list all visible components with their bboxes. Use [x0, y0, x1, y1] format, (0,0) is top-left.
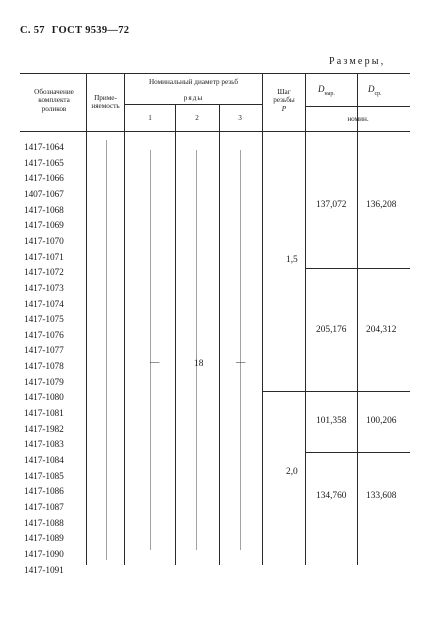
table-row-designation: 1417-1090 — [24, 549, 64, 560]
table-row-designation: 1417-1065 — [24, 158, 64, 169]
page-number: С. 57 — [20, 25, 45, 36]
nominal-diameter-header: Номинальный диаметр резьб — [148, 78, 239, 86]
table-row-designation: 1417-1086 — [24, 487, 64, 498]
table-row-designation: 1417-1083 — [24, 440, 64, 451]
col-rule-row1 — [175, 104, 176, 565]
table-row-designation: 1417-1076 — [24, 330, 64, 341]
table-row-designation: 1417-1071 — [24, 252, 64, 263]
col-rule-diameter — [262, 73, 263, 565]
dash-row1: — — [150, 358, 160, 368]
page-header — [20, 25, 129, 36]
table-row-designation: 1417-1081 — [24, 409, 64, 420]
table-row-designation: 1417-1087 — [24, 502, 64, 513]
table-row-designation: 1417-1077 — [24, 346, 64, 357]
row-number-1: 1 — [148, 114, 152, 122]
pitch-value-2: 2,0 — [286, 467, 298, 477]
col-rule-designation — [86, 73, 87, 565]
pitch-value-1: 1,5 — [286, 255, 298, 265]
table-row-designation: 1417-1088 — [24, 518, 64, 529]
scan-mark — [150, 150, 151, 550]
diameter-row2-value: 18 — [194, 359, 204, 369]
table-row-designation: 1417-1069 — [24, 221, 64, 232]
table-row-designation: 1417-1080 — [24, 393, 64, 404]
d-sr-header: $D_{ср.}$ — [368, 84, 382, 97]
col-rule-dnar — [357, 73, 358, 565]
header-bottom-rule — [20, 131, 410, 132]
table-row-designation: 1417-1074 — [24, 299, 64, 310]
group3-dnar: 101,358 — [316, 416, 347, 426]
group3-dsr: 100,206 — [366, 416, 397, 426]
rows-header: ряды — [183, 94, 204, 102]
table-row-designation: 1417-1073 — [24, 283, 64, 294]
table-row-designation: 1407-1067 — [24, 189, 64, 200]
table-row-designation: 1417-1085 — [24, 471, 64, 482]
table-row-designation: 1417-1066 — [24, 174, 64, 185]
col-rule-row2 — [219, 104, 220, 565]
table-row-designation: 1417-1089 — [24, 534, 64, 545]
scan-mark — [106, 140, 107, 560]
scan-mark — [240, 150, 241, 550]
group4-dnar: 134,760 — [316, 491, 347, 501]
group1-dsr: 136,208 — [366, 200, 397, 210]
group4-dsr: 133,608 — [366, 491, 397, 501]
table-top-rule — [20, 73, 410, 74]
table-row-designation: 1417-1078 — [24, 362, 64, 373]
table-row-designation: 1417-1079 — [24, 377, 64, 388]
table-row-designation: 1417-1084 — [24, 456, 64, 466]
table-row-designation: 1417-1072 — [24, 268, 64, 279]
d-nar-header: $D_{нар.}$ — [318, 84, 335, 97]
group2-dnar: 205,176 — [316, 325, 347, 335]
standard-number: ГОСТ 9539—72 — [51, 25, 130, 36]
group1-dnar: 137,072 — [316, 200, 347, 210]
table-row-designation: 1417-1064 — [24, 143, 64, 153]
table-row-designation: 1417-1091 — [24, 565, 64, 576]
dash-row3: — — [236, 358, 246, 368]
rows-rule — [124, 104, 262, 105]
col-rule-pitch — [305, 73, 306, 565]
application-header: Приме- няемость — [91, 94, 120, 111]
table-row-designation: 1417-1070 — [24, 236, 64, 247]
col-rule-application — [124, 73, 125, 565]
designation-header: Обозначение комплекта роликов — [34, 88, 74, 113]
table-row-designation: 1417-1982 — [24, 424, 64, 435]
nominal-header: номин. — [347, 115, 369, 123]
row-number-3: 3 — [238, 114, 242, 122]
table-row-designation: 1417-1068 — [24, 205, 64, 216]
group2-dsr: 204,312 — [366, 325, 397, 335]
units-label: Размеры, — [329, 56, 386, 67]
row-number-2: 2 — [195, 114, 199, 122]
scan-mark — [196, 150, 197, 550]
pitch-split-rule — [262, 391, 410, 392]
table-row-designation: 1417-1075 — [24, 315, 64, 326]
pitch-header: Шаг резьбы P — [273, 88, 295, 113]
